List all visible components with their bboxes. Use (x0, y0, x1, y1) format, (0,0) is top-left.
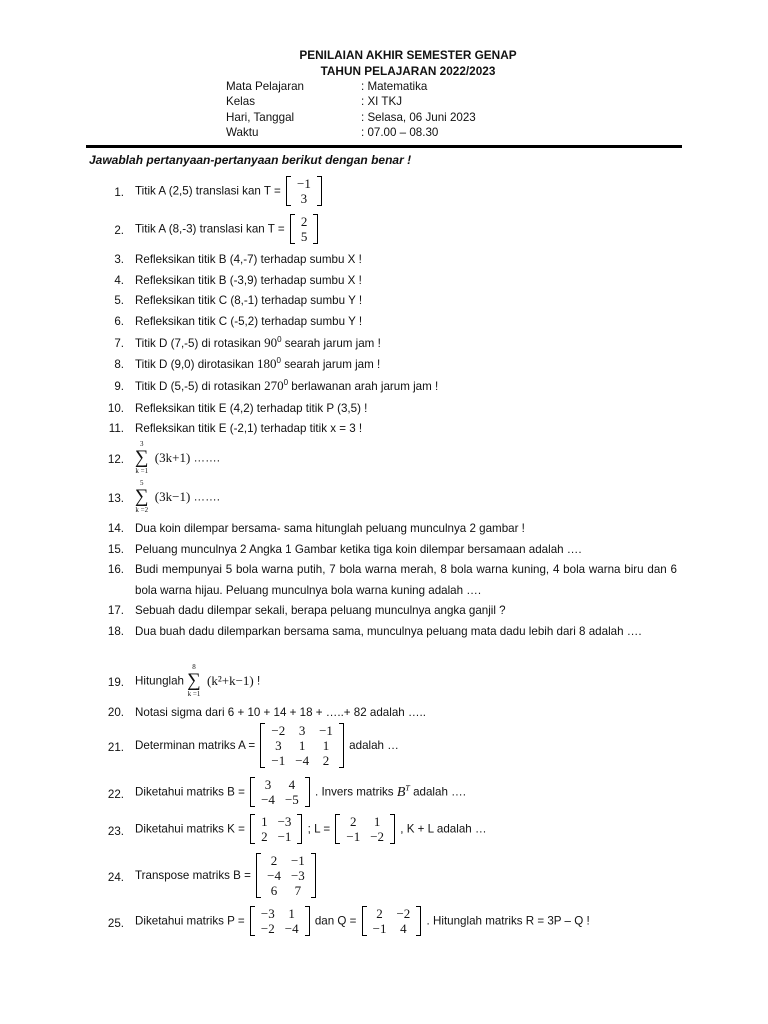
matrix-cell: −3 (277, 814, 292, 829)
matrix-translation-2 (290, 214, 319, 244)
question-text: ! (256, 674, 261, 688)
header-divider (86, 145, 682, 148)
question-17: Sebuah dadu dilempar sekali, berapa peluang munculnya angka ganjil ? (135, 604, 506, 617)
degree-mark: 0 (283, 378, 289, 388)
angle-value: 270 (264, 378, 284, 393)
matrix-l (335, 814, 395, 844)
sigma-symbol: ∑ (135, 447, 149, 468)
matrix-cell: 2 (261, 829, 268, 844)
question-text: ; L = (307, 822, 331, 836)
question-text: searah jarum jam ! (284, 337, 381, 350)
matrix-cell: −4 (284, 921, 299, 936)
academic-year: TAHUN PELAJARAN 2022/2023 (320, 64, 496, 78)
question-number: 21. (107, 741, 124, 754)
question-number: 16. (107, 563, 124, 576)
matrix-cell: −2 (271, 723, 286, 738)
question-number: 19. (107, 676, 124, 689)
question-text: Titik D (7,-5) di rotasikan (135, 337, 261, 350)
info-label-class: Kelas (226, 95, 256, 108)
matrix-cell: 4 (288, 777, 296, 792)
question-12 (135, 440, 220, 476)
question-text: Diketahui matriks B = (135, 785, 245, 799)
matrix-cell: −1 (372, 921, 387, 936)
question-8 (135, 356, 380, 372)
question-21 (135, 723, 399, 768)
question-18: Dua buah dadu dilemparkan bersama sama, munculnya peluang mata dadu lebih dari 8 adalah …. (135, 625, 642, 638)
question-number: 18. (107, 625, 124, 638)
matrix-translation-1 (286, 176, 322, 206)
question-number: 8. (114, 358, 124, 371)
sigma-upper: 8 (192, 663, 196, 671)
question-text: Titik D (5,-5) di rotasikan (135, 380, 261, 393)
question-number: 4. (114, 274, 124, 287)
matrix-p (250, 906, 310, 936)
question-text: Diketahui matriks P = (135, 914, 245, 928)
degree-mark: 0 (277, 335, 282, 345)
question-text: berlawanan arah jarum jam ! (291, 380, 439, 393)
question-number: 15. (107, 543, 124, 556)
ellipsis: ……. (193, 451, 220, 465)
question-text: searah jarum jam ! (284, 358, 381, 371)
matrix-cell: −4 (267, 868, 281, 883)
question-text: , K + L adalah … (400, 822, 487, 836)
question-number: 5. (114, 294, 124, 307)
matrix-cell: −2 (396, 906, 411, 921)
matrix-cell: −4 (295, 753, 310, 768)
matrix-cell: 1 (322, 738, 330, 753)
sigma-notation (135, 440, 149, 476)
question-text: Determinan matriks A = (135, 739, 256, 752)
info-value-class: : XI TKJ (361, 95, 403, 108)
sigma-symbol: ∑ (187, 670, 201, 691)
matrix-q (362, 906, 422, 936)
matrix-cell: −1 (346, 829, 361, 844)
ellipsis: ……. (193, 490, 220, 504)
question-11: Refleksikan titik E (-2,1) terhadap titik x = 3 ! (135, 422, 363, 435)
matrix-cell: 3 (264, 777, 272, 792)
question-9 (135, 378, 438, 394)
info-value-date: : Selasa, 06 Juni 2023 (361, 111, 476, 124)
matrix-cell: 2 (376, 906, 383, 921)
question-16: Budi mempunyai 5 bola warna putih, 7 bola warna merah, 8 bola warna kuning, 4 bola warna biru dan 6 bola warna hijau. Peluang munculnya bola warna kuning adalah …. (135, 563, 677, 597)
matrix-cell: 4 (400, 921, 407, 936)
question-number: 7. (114, 337, 124, 350)
question-13 (135, 479, 220, 515)
question-number: 22. (107, 788, 124, 801)
question-number: 13. (107, 492, 124, 505)
question-text: adalah …. (413, 785, 466, 799)
question-number: 25. (107, 917, 124, 930)
question-number: 24. (107, 871, 124, 884)
matrix-cell: 2 (350, 814, 357, 829)
info-value-subject: : Matematika (361, 80, 428, 93)
matrix-cell: 1 (298, 738, 306, 753)
question-text: Titik A (8,-3) translasi kan T = (135, 222, 285, 236)
angle-value: 180 (257, 356, 277, 371)
sigma-lower: k =1 (187, 690, 201, 698)
question-7 (135, 335, 381, 351)
sigma-notation (187, 663, 201, 699)
info-label-subject: Mata Pelajaran (226, 80, 304, 93)
sigma-lower: k =2 (135, 506, 149, 514)
sigma-notation (135, 479, 149, 515)
question-25 (135, 906, 590, 936)
matrix-cell: 3 (300, 191, 308, 206)
question-text: . Invers matriks (315, 785, 394, 799)
question-22 (135, 777, 466, 807)
question-19 (135, 663, 260, 699)
matrix-cell: −4 (261, 792, 275, 807)
sigma-expression: (k²+k−1) (207, 673, 254, 688)
matrix-cell: −3 (260, 906, 275, 921)
matrix-cell: −5 (284, 792, 299, 807)
matrix-cell: 7 (294, 883, 302, 898)
question-number: 20. (107, 706, 124, 719)
matrix-cell: −2 (370, 829, 385, 844)
question-text: Hitunglah (135, 674, 184, 688)
question-text: Diketahui matriks K = (135, 822, 245, 836)
question-text: Titik A (2,5) translasi kan T = (135, 184, 281, 198)
matrix-b-transpose (256, 853, 316, 898)
sigma-symbol: ∑ (135, 486, 149, 507)
matrix-cell: 3 (275, 738, 282, 753)
instruction: Jawablah pertanyaan-pertanyaan berikut dengan benar ! (89, 153, 412, 167)
question-number: 3. (114, 253, 124, 266)
sigma-lower: k =1 (135, 467, 149, 475)
matrix-cell: 1 (288, 906, 295, 921)
question-number: 2. (114, 224, 124, 237)
degree-mark: 0 (276, 356, 281, 366)
question-23 (135, 814, 487, 844)
matrix-symbol: B (396, 784, 406, 800)
angle-value: 90 (264, 335, 278, 350)
question-4: Refleksikan titik B (-3,9) terhadap sumbu X ! (135, 274, 362, 287)
sigma-upper: 5 (140, 479, 144, 487)
matrix-cell: 2 (300, 214, 308, 229)
question-number: 10. (107, 402, 124, 415)
matrix-cell: 2 (322, 753, 330, 768)
question-number: 14. (107, 522, 124, 535)
matrix-cell: −3 (290, 868, 305, 883)
sigma-expression: (3k+1) (154, 450, 191, 465)
question-2 (135, 214, 320, 244)
info-label-date: Hari, Tanggal (226, 111, 295, 124)
sigma-expression: (3k−1) (154, 489, 191, 504)
question-number: 6. (114, 315, 124, 328)
question-14: Dua koin dilempar bersama- sama hitunglah peluang munculnya 2 gambar ! (135, 522, 525, 535)
question-text: adalah … (349, 739, 399, 752)
matrix-cell: −1 (290, 853, 305, 868)
matrix-cell: −2 (260, 921, 275, 936)
question-text: dan Q = (314, 914, 357, 928)
matrix-cell: −1 (277, 829, 292, 844)
question-6: Refleksikan titik C (-5,2) terhadap sumbu Y ! (135, 315, 363, 328)
question-3: Refleksikan titik B (4,-7) terhadap sumbu X ! (135, 253, 362, 266)
matrix-k (250, 814, 302, 844)
matrix-cell: −1 (296, 176, 311, 191)
info-value-time: : 07.00 – 08.30 (361, 126, 439, 139)
question-number: 23. (107, 825, 124, 838)
question-text: Titik D (9,0) dirotasikan (135, 358, 254, 371)
question-number: 11. (108, 422, 124, 435)
question-24 (135, 853, 318, 898)
matrix-cell: 1 (373, 814, 381, 829)
question-5: Refleksikan titik C (8,-1) terhadap sumbu Y ! (135, 294, 363, 307)
matrix-cell: 5 (300, 229, 308, 244)
question-text: Transpose matriks B = (135, 869, 251, 882)
question-10: Refleksikan titik E (4,2) terhadap titik P (3,5) ! (135, 402, 368, 415)
transpose-mark: T (405, 783, 410, 793)
question-number: 1. (114, 186, 124, 199)
matrix-cell: 1 (261, 814, 268, 829)
info-label-time: Waktu (226, 126, 259, 139)
question-number: 17. (107, 604, 124, 617)
exam-title: PENILAIAN AKHIR SEMESTER GENAP (299, 48, 517, 62)
question-text: . Hitunglah matriks R = 3P – Q ! (426, 914, 590, 928)
question-number: 9. (114, 380, 124, 393)
matrix-cell: 6 (270, 883, 278, 898)
matrix-a (260, 723, 344, 768)
matrix-cell: −1 (319, 723, 333, 738)
question-1 (135, 176, 324, 206)
question-15: Peluang munculnya 2 Angka 1 Gambar ketika tiga koin dilempar bersamaan adalah …. (135, 543, 582, 556)
question-20: Notasi sigma dari 6 + 10 + 14 + 18 + …..+ 82 adalah ….. (135, 706, 426, 719)
matrix-cell: −1 (271, 753, 286, 768)
sigma-upper: 3 (140, 440, 144, 448)
matrix-cell: 2 (270, 853, 278, 868)
matrix-cell: 3 (298, 723, 306, 738)
matrix-b (250, 777, 310, 807)
question-number: 12. (107, 453, 124, 466)
